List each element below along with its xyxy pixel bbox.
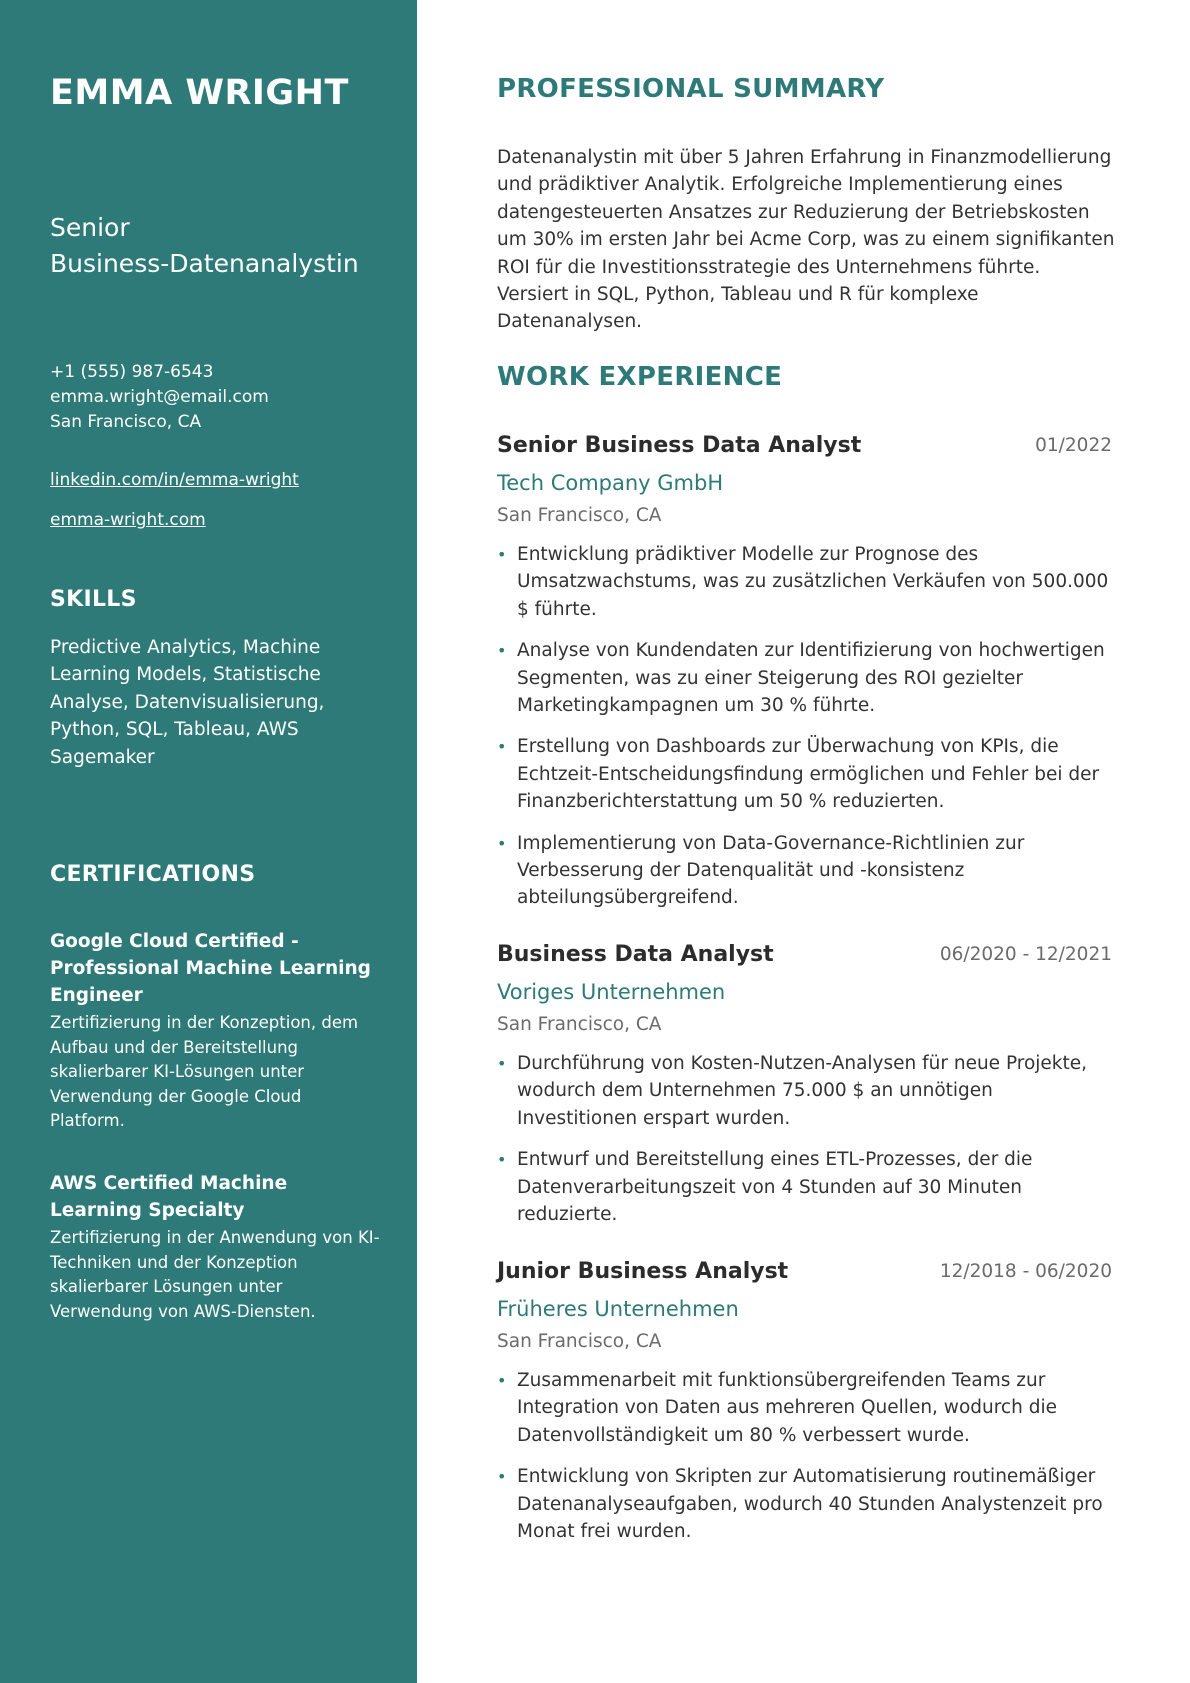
bullet-dot-icon: • [497,737,507,757]
contact-info [50,360,269,435]
job-entry [497,433,1112,926]
bullet-item: • Durchführung von Kosten-Nutzen-Analysen für neue Projekte, wodurch dem Unternehmen 75.000 $ an unnötigen Investitionen erspart wurden. [497,1050,1112,1132]
phone-number: +1 (555) 987-6543 [50,362,214,382]
job-subtitle [50,210,390,282]
bullet-item: • Entwurf und Bereitstellung eines ETL-Prozesses, der die Datenverarbeitungszeit von 4 Stunden auf 30 Minuten reduzierte. [497,1146,1112,1228]
job-bullets [497,1367,1112,1545]
skills-list: Predictive Analytics, Machine Learning Models, Statistische Analyse, Datenvisualisierung, Python, SQL, Tableau, AWS Sagemaker [50,637,325,768]
job-entry [497,942,1112,1242]
job-title: Junior Business Analyst [497,1259,789,1284]
bullet-item: • Zusammenarbeit mit funktionsübergreifenden Teams zur Integration von Daten aus mehreren Quellen, wodurch die Datenvollständigkeit um 80 % verbessert wurde. [497,1367,1112,1449]
bullet-dot-icon: • [497,1371,507,1390]
bullet-dot-icon: • [497,1150,507,1170]
job-title: Business Data Analyst [497,942,774,967]
bullet-dot-icon: • [497,641,507,661]
job-location: San Francisco, CA [497,505,662,526]
bullet-dot-icon: • [497,545,507,564]
website-link[interactable]: emma-wright.com [50,510,206,530]
job-bullets [497,541,1112,912]
certifications-heading: CERTIFICATIONS [50,862,256,887]
certification-item [50,928,380,1134]
sidebar [0,0,417,1683]
bullet-item: • Entwicklung von Skripten zur Automatisierung routinemäßiger Datenanalyseaufgaben, wodurch 40 Stunden Analystenzeit pro Monat frei wurden. [497,1463,1112,1545]
job-location: San Francisco, CA [497,1331,662,1352]
subtitle-line: Senior [50,213,130,242]
job-company: Früheres Unternehmen [497,1297,739,1321]
bullet-dot-icon: • [497,833,507,853]
main-content [417,0,1190,1683]
certification-title: AWS Certified Machine Learning Specialty [50,1173,288,1221]
bullet-item: • Implementierung von Data-Governance-Richtlinien zur Verbesserung der Datenqualität und -konsistenz abteilungsübergreifend. [497,830,1112,912]
job-company: Voriges Unternehmen [497,980,726,1004]
bullet-dot-icon: • [497,1467,507,1487]
job-company: Tech Company GmbH [497,471,724,495]
summary-heading: PROFESSIONAL SUMMARY [497,74,885,104]
job-date: 06/2020 - 12/2021 [939,944,1112,965]
bullet-item: • Erstellung von Dashboards zur Überwachung von KPIs, die Echtzeit-Entscheidungsfindung ermöglichen und Fehler bei der Finanzberichterstattung um 50 % reduzierten. [497,733,1112,815]
certification-description: Zertifizierung in der Anwendung von KI-Techniken und der Konzeption skalierbarer Lösungen unter Verwendung von AWS-Diensten. [50,1228,380,1321]
subtitle-line: Business-Datenanalystin [50,249,359,278]
job-location: San Francisco, CA [497,1014,662,1035]
job-bullets [497,1050,1112,1228]
bullet-dot-icon: • [497,1054,507,1073]
skills-heading: SKILLS [50,587,137,612]
job-entry [497,1259,1112,1559]
email-address: emma.wright@email.com [50,387,269,407]
location: San Francisco, CA [50,412,202,432]
linkedin-link[interactable]: linkedin.com/in/emma-wright [50,470,299,490]
bullet-item: • Entwicklung prädiktiver Modelle zur Prognose des Umsatzwachstums, was zu zusätzlichen Verkäufen von 500.000 $ führte. [497,541,1112,623]
job-title: Senior Business Data Analyst [497,433,862,458]
summary-text: Datenanalystin mit über 5 Jahren Erfahrung in Finanzmodellierung und prädiktiver Analytik. Erfolgreiche Implementierung eines datengesteuerten Ansatzes zur Reduzierung der Betriebskosten um 30% im ersten Jahr bei Acme Corp, was zu einem signifikanten ROI für die Investitionsstrategie des Unternehmens führte. Versiert in SQL, Python, Tableau und R für komplexe Datenanalysen. [497,147,1115,333]
certification-title: Google Cloud Certified - Professional Machine Learning Engineer [50,931,371,1006]
experience-heading: WORK EXPERIENCE [497,362,783,392]
job-date: 01/2022 [1035,435,1112,456]
bullet-item: • Analyse von Kundendaten zur Identifizierung von hochwertigen Segmenten, was zu einer Steigerung des ROI gezielter Marketingkampagnen um 30 % führte. [497,637,1112,719]
job-date: 12/2018 - 06/2020 [939,1261,1112,1282]
candidate-name: EMMA WRIGHT [50,73,349,113]
certification-item [50,1170,380,1324]
certification-description: Zertifizierung in der Konzeption, dem Aufbau und der Bereitstellung skalierbarer KI-Lösungen unter Verwendung der Google Cloud Platform. [50,1013,359,1130]
